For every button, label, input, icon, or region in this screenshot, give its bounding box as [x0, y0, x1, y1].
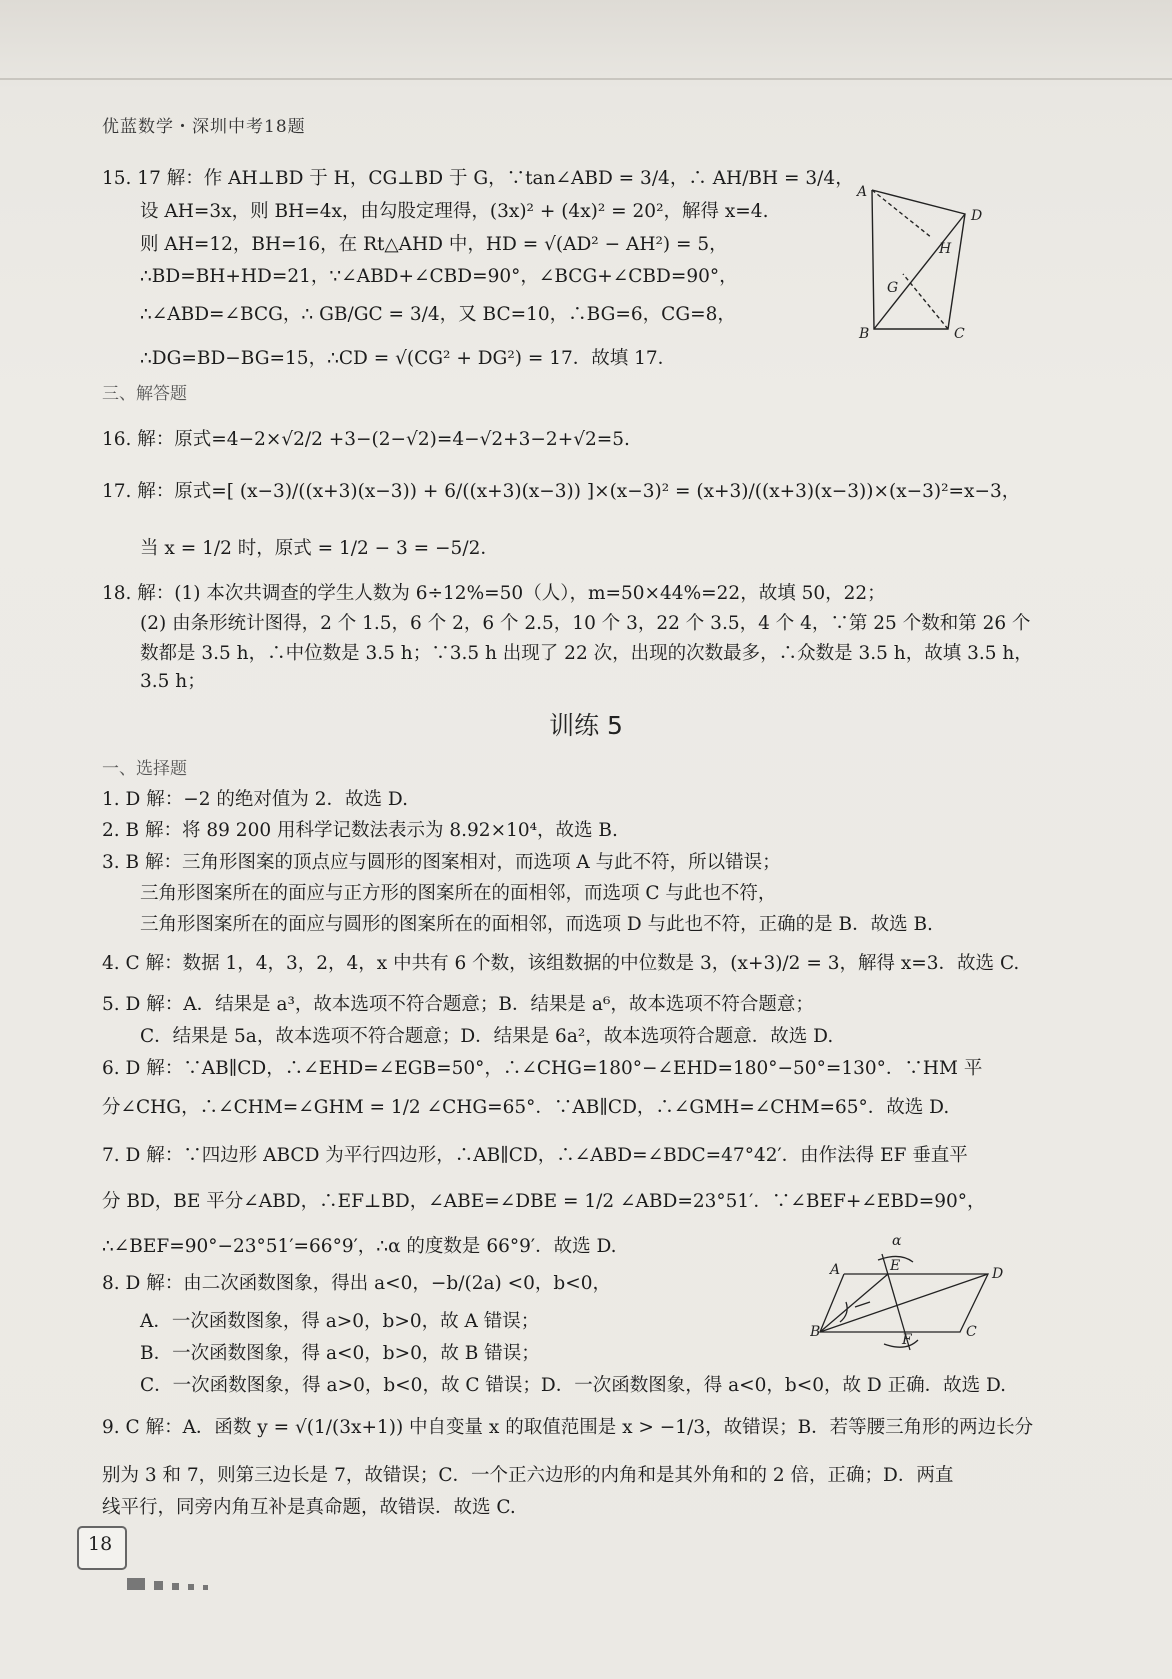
text-line: 16. 解：原式=4−2×√2/2 +3−(2−√2)=4−√2+3−2+√2=5. — [102, 429, 630, 450]
text-line: C．一次函数图象，得 a>0，b<0，故 C 错误；D．一次函数图象，得 a<0，b<0，故 D 正确．故选 D. — [140, 1375, 1007, 1396]
text-line: 3.5 h； — [140, 671, 206, 692]
text-line: 设 AH=3x，则 BH=4x，由勾股定理得，(3x)² + (4x)² = 20²，解得 x=4. — [140, 201, 769, 222]
point-label: H — [939, 241, 952, 257]
point-label: C — [966, 1324, 977, 1340]
angle-label: α — [892, 1233, 902, 1249]
decorative-dots — [127, 1575, 217, 1594]
point-label: D — [992, 1266, 1004, 1282]
point-label: C — [954, 326, 965, 340]
text-line: 别为 3 和 7，则第三边长是 7，故错误；C．一个正六边形的内角和是其外角和的 2 倍，正确；D．两直 — [102, 1465, 954, 1486]
section-heading: 一、选择题 — [102, 759, 187, 779]
point-label: A — [830, 1262, 841, 1278]
text-line: 18. 解：(1) 本次共调查的学生人数为 6÷12%=50（人），m=50×44%=22，故填 50，22； — [102, 583, 886, 604]
point-label: B — [859, 326, 870, 340]
point-label: G — [887, 280, 899, 296]
text-line: B．一次函数图象，得 a<0，b>0，故 B 错误； — [140, 1343, 540, 1364]
text-line: ∴DG=BD−BG=15，∴CD = √(CG² + DG²) = 17．故填 17． — [140, 348, 677, 369]
text-line: 8. D 解：由二次函数图象，得出 a<0，−b/(2a) <0，b<0， — [102, 1273, 612, 1294]
text-line: 15. 17 解：作 AH⊥BD 于 H，CG⊥BD 于 G，∵tan∠ABD = 3/4，∴ AH/BH = 3/4， — [102, 168, 854, 189]
text-line: A．一次函数图象，得 a>0，b>0，故 A 错误； — [140, 1311, 540, 1332]
point-label: A — [857, 184, 868, 200]
text-line: 1. D 解：−2 的绝对值为 2．故选 D. — [102, 789, 408, 810]
point-label: F — [902, 1332, 912, 1348]
figure-parallelogram — [810, 1232, 1010, 1357]
text-line: 2. B 解：将 89 200 用科学记数法表示为 8.92×10⁴，故选 B. — [102, 820, 618, 841]
figure-quadrilateral — [855, 180, 990, 340]
text-line: 4. C 解：数据 1，4，3，2，4，x 中共有 6 个数，该组数据的中位数是 3，(x+3)/2 = 3，解得 x=3．故选 C. — [102, 953, 1020, 974]
text-line: 分 BD，BE 平分∠ABD，∴EF⊥BD，∠ABE=∠DBE = 1/2 ∠ABD=23°51′．∵∠BEF+∠EBD=90°， — [102, 1191, 986, 1212]
text-line: 9. C 解：A．函数 y = √(1/(3x+1)) 中自变量 x 的取值范围是 x > −1/3，故错误；B．若等腰三角形的两边长分 — [102, 1417, 1034, 1438]
text-line: 数都是 3.5 h，∴中位数是 3.5 h；∵3.5 h 出现了 22 次，出现的次数最多，∴众数是 3.5 h，故填 3.5 h， — [140, 643, 1033, 664]
page-header: 优蓝数学・深圳中考18题 — [102, 117, 306, 137]
text-line: 6. D 解：∵AB∥CD，∴∠EHD=∠EGB=50°，∴∠CHG=180°−∠EHD=180°−50°=130°．∵HM 平 — [102, 1058, 983, 1079]
text-line: ∴∠ABD=∠BCG，∴ GB/GC = 3/4，又 BC=10，∴BG=6，CG=8， — [140, 304, 736, 325]
text-line: 当 x = 1/2 时，原式 = 1/2 − 3 = −5/2． — [140, 538, 499, 559]
text-line: C．结果是 5a，故本选项不符合题意；D．结果是 6a²，故本选项符合题意．故选 D. — [140, 1026, 834, 1047]
text-line: (2) 由条形统计图得，2 个 1.5，6 个 2，6 个 2.5，10 个 3，22 个 3.5，4 个 4，∵第 25 个数和第 26 个 — [140, 613, 1031, 634]
text-line: 17. 解：原式=[ (x−3)/((x+3)(x−3)) + 6/((x+3)(x−3)) ]×(x−3)² = (x+3)/((x+3)(x−3))×(x−3)²=x−3， — [102, 481, 1021, 502]
page-number: 18 — [88, 1533, 113, 1555]
text-line: ∴∠BEF=90°−23°51′=66°9′，∴α 的度数是 66°9′．故选 D. — [102, 1236, 617, 1257]
text-line: 7. D 解：∵四边形 ABCD 为平行四边形，∴AB∥CD，∴∠ABD=∠BDC=47°42′．由作法得 EF 垂直平 — [102, 1145, 968, 1166]
section-heading: 三、解答题 — [102, 384, 187, 404]
text-line: 三角形图案所在的面应与正方形的图案所在的面相邻，而选项 C 与此也不符， — [140, 883, 777, 904]
text-line: 线平行，同旁内角互补是真命题，故错误．故选 C. — [102, 1497, 516, 1518]
point-label: E — [890, 1258, 901, 1274]
text-line: 5. D 解：A．结果是 a³，故本选项不符合题意；B．结果是 a⁶，故本选项不符合题意； — [102, 994, 814, 1015]
text-line: 3. B 解：三角形图案的顶点应与圆形的图案相对，而选项 A 与此不符，所以错误； — [102, 852, 781, 873]
text-line: ∴BD=BH+HD=21，∵∠ABD+∠CBD=90°，∠BCG+∠CBD=90°， — [140, 266, 738, 287]
point-label: D — [971, 208, 983, 224]
top-rule — [0, 78, 1172, 80]
point-label: B — [810, 1324, 821, 1340]
section-title: 训练 5 — [549, 711, 623, 740]
text-line: 则 AH=12，BH=16，在 Rt△AHD 中，HD = √(AD² − AH²) = 5， — [140, 234, 728, 255]
text-line: 三角形图案所在的面应与圆形的图案所在的面相邻，而选项 D 与此也不符，正确的是 B．故选 B. — [140, 914, 933, 935]
text-line: 分∠CHG，∴∠CHM=∠GHM = 1/2 ∠CHG=65°．∵AB∥CD，∴∠GMH=∠CHM=65°．故选 D. — [102, 1097, 950, 1118]
